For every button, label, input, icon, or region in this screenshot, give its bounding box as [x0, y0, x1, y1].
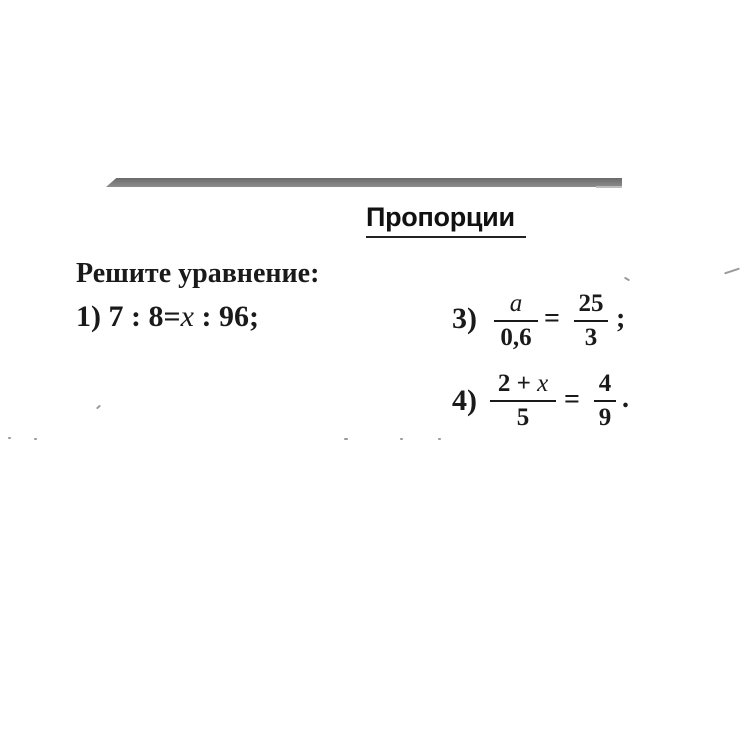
equation-1-end: ;: [248, 300, 259, 333]
equation-3-lhs-denominator: 0,6: [500, 324, 532, 351]
equation-3-label: 3): [452, 302, 477, 335]
equation-1-term-a: 7: [108, 300, 124, 333]
equation-4-lhs-denominator: 5: [516, 404, 530, 431]
equation-4-rhs-bar: [594, 400, 616, 402]
equation-3-rhs-denominator: 3: [584, 324, 598, 351]
scan-speck: [96, 405, 101, 410]
equation-3-end: ;: [616, 303, 626, 334]
scan-speck: [624, 277, 630, 282]
equation-4-lhs-numerator-const: 2 +: [497, 370, 531, 397]
divider-tail: [596, 186, 622, 188]
equation-4-rhs-denominator: 9: [598, 404, 612, 431]
equation-4-label: 4): [452, 384, 477, 417]
equation-3-rhs-numerator: 25: [578, 290, 604, 317]
equation-3-rhs-fraction: [574, 290, 608, 352]
equation-4-lhs-fraction: [490, 370, 556, 432]
equation-4-lhs-numerator-var: x: [537, 370, 549, 397]
equation-3-equals: =: [544, 303, 560, 334]
scan-speck: [724, 268, 740, 275]
equation-4-rhs-fraction: [594, 370, 616, 432]
equation-4-lhs-bar: [490, 400, 556, 402]
equation-4-lhs-numerator: [498, 370, 548, 398]
equation-1-equals: =: [163, 300, 181, 333]
scan-speck: [8, 437, 11, 439]
equation-4-end: .: [622, 383, 629, 414]
section-title: Пропорции: [366, 202, 515, 232]
equation-3-lhs-numerator: a: [509, 290, 523, 317]
equation-1-term-b: 8: [148, 300, 164, 333]
equation-1-term-c: 96: [218, 300, 249, 333]
equation-3-lhs-fraction: [494, 290, 538, 352]
scan-speck: [400, 438, 403, 440]
scan-speck: [34, 438, 37, 440]
title-underline: [366, 236, 526, 238]
equation-4-rhs-numerator: 4: [598, 370, 612, 397]
equation-1-variable: x: [180, 300, 194, 333]
equation-1-label: 1): [76, 300, 101, 333]
equation-1-colon-1: :: [131, 300, 141, 333]
equation-3-lhs-bar: [494, 320, 538, 322]
equation-1: [76, 300, 259, 334]
equation-1-colon-2: :: [201, 300, 212, 333]
equation-3-rhs-bar: [574, 320, 608, 322]
scan-speck: [344, 438, 348, 440]
top-divider: [106, 178, 622, 187]
instruction-text: Решите уравнение:: [76, 258, 320, 289]
equation-4-equals: =: [564, 384, 580, 415]
scan-speck: [438, 438, 441, 440]
